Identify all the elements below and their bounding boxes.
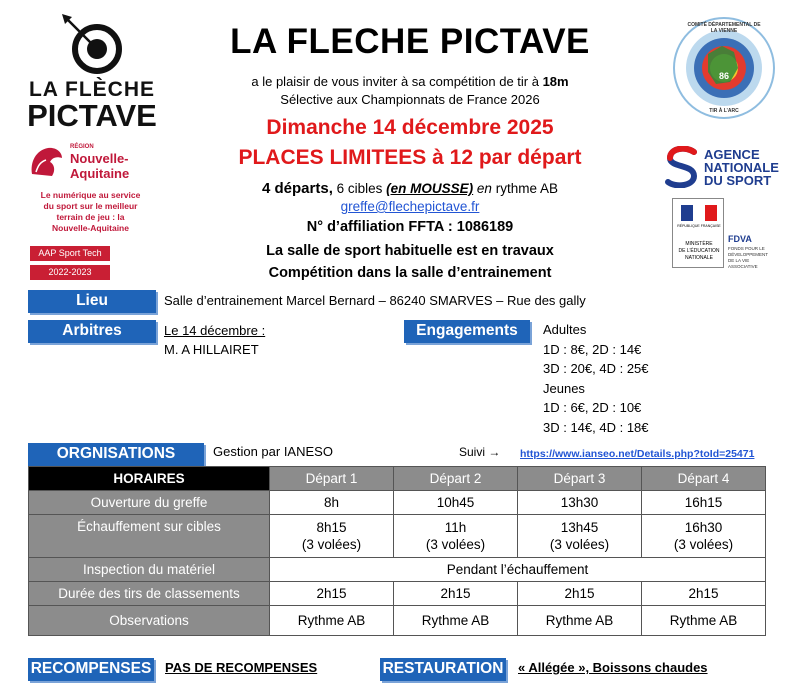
engagement-line: 1D : 8€, 2D : 14€ bbox=[543, 341, 642, 357]
row-label: Inspection du matériel bbox=[29, 558, 270, 582]
cell bbox=[642, 515, 766, 558]
lieu-text: Salle d’entrainement Marcel Bernard – 86240 SMARVES – Rue des gally bbox=[164, 293, 586, 308]
ans-s-icon bbox=[664, 146, 700, 188]
region-text-2: du sport sur le meilleur bbox=[43, 201, 138, 211]
aap-years: 2022-2023 bbox=[30, 265, 110, 280]
region-logo bbox=[26, 142, 156, 190]
row-label: Ouverture du greffe bbox=[29, 491, 270, 515]
table-row bbox=[29, 515, 766, 558]
cell: Rythme AB bbox=[518, 606, 642, 636]
cell: 10h45 bbox=[394, 491, 518, 515]
horaires-header: HORAIRES bbox=[29, 467, 270, 491]
ministere-line1: MINISTÈRE bbox=[685, 241, 713, 247]
region-text-3: terrain de jeu : la bbox=[56, 212, 125, 222]
cell: Rythme AB bbox=[394, 606, 518, 636]
departs-line bbox=[200, 180, 620, 197]
departs-rest: rythme AB bbox=[491, 181, 558, 196]
merged-cell: Pendant l’échauffement bbox=[270, 558, 766, 582]
table-row bbox=[29, 491, 766, 515]
comite-number: 86 bbox=[718, 71, 729, 81]
engagement-line: 1D : 6€, 2D : 10€ bbox=[543, 400, 642, 415]
club-name-line1: LA FLÈCHE bbox=[28, 78, 156, 101]
depart-3-header: Départ 3 bbox=[518, 467, 642, 491]
fdva-sub4: ASSOCIATIVE bbox=[728, 264, 758, 269]
cell-time: 11h bbox=[444, 520, 467, 535]
table-header-row bbox=[29, 467, 766, 491]
restauration-label: RESTAURATION bbox=[380, 658, 506, 681]
recompenses-label: RECOMPENSES bbox=[28, 658, 154, 681]
gestion-text: Gestion par IANESO bbox=[213, 444, 333, 459]
arbitres-date bbox=[164, 322, 265, 340]
ianseo-link-wrap bbox=[520, 444, 754, 462]
engagement-line: Adultes bbox=[543, 322, 587, 337]
cell bbox=[270, 515, 394, 558]
engagement-line: 3D : 20€, 4D : 25€ bbox=[543, 361, 649, 376]
engagements-list bbox=[543, 320, 649, 437]
departs-mid: 6 cibles bbox=[332, 181, 387, 196]
comite-ring-bottom: TIR À L’ARC bbox=[709, 108, 739, 114]
schedule-table bbox=[28, 466, 766, 636]
target-arrow-icon bbox=[60, 12, 126, 78]
invite-line bbox=[200, 74, 620, 89]
cell: 2h15 bbox=[394, 582, 518, 606]
fdva-label: FDVA bbox=[728, 234, 752, 244]
cell-time: 13h45 bbox=[560, 520, 599, 535]
suivi-text: Suivi → bbox=[459, 445, 501, 459]
cell: 16h15 bbox=[642, 491, 766, 515]
comite-ring-top: COMITÉ DÉPARTEMENTAL DE LA VIENNE bbox=[687, 22, 761, 34]
departs-mousse: (en MOUSSE) bbox=[386, 181, 474, 196]
cell-time: 8h15 bbox=[316, 520, 347, 535]
competition-note: Compétition dans la salle d’entrainement bbox=[268, 265, 552, 281]
event-date: Dimanche 14 décembre 2025 bbox=[266, 116, 554, 139]
row-label: Échauffement sur cibles bbox=[29, 515, 270, 558]
fdva-sub2: DÉVELOPPEMENT bbox=[728, 252, 769, 257]
ministere-logo bbox=[672, 198, 724, 268]
lion-icon bbox=[26, 144, 66, 180]
arbitres-label: Arbitres bbox=[28, 320, 156, 343]
row-label: Observations bbox=[29, 606, 270, 636]
marianne-flag bbox=[681, 205, 717, 221]
email-link[interactable]: greffe@flechepictave.fr bbox=[340, 199, 480, 214]
engagement-line: Jeunes bbox=[543, 380, 585, 396]
selective-line: Sélective aux Championnats de France 2026 bbox=[280, 92, 540, 107]
organisation-label: ORGNISATIONS bbox=[28, 443, 204, 466]
comite-logo bbox=[672, 16, 776, 120]
club-name-line2: PICTAVE bbox=[27, 98, 157, 133]
invite-distance: 18m bbox=[542, 74, 569, 89]
fdva-sub1: FONDS POUR LE bbox=[728, 246, 765, 251]
lieu-label: Lieu bbox=[28, 290, 156, 313]
table-row bbox=[29, 606, 766, 636]
region-text-4: Nouvelle-Aquitaine bbox=[52, 223, 129, 233]
region-small: RÉGION bbox=[70, 144, 94, 150]
row-label: Durée des tirs de classements bbox=[29, 582, 270, 606]
region-text bbox=[18, 190, 163, 234]
table-row bbox=[29, 582, 766, 606]
engagements-label: Engagements bbox=[404, 320, 530, 343]
cell-sub: (3 volées) bbox=[673, 537, 734, 552]
arbitres-date-text: Le 14 décembre : bbox=[164, 323, 266, 338]
region-name1: Nouvelle- bbox=[70, 151, 129, 166]
club-logo bbox=[22, 12, 162, 132]
ministere-line2: DE L’ÉDUCATION bbox=[678, 248, 720, 254]
cell: Rythme AB bbox=[270, 606, 394, 636]
arbitres-name: M. A HILLAIRET bbox=[164, 342, 259, 357]
cell: 8h bbox=[270, 491, 394, 515]
restauration-text-wrap bbox=[518, 660, 708, 675]
depart-1-header: Départ 1 bbox=[270, 467, 394, 491]
ans-line3: DU SPORT bbox=[704, 173, 772, 188]
cell: 2h15 bbox=[642, 582, 766, 606]
email-line bbox=[200, 199, 620, 214]
ianseo-link[interactable]: https://www.ianseo.net/Details.php?toId=25471 bbox=[520, 448, 755, 460]
fdva-logo bbox=[728, 234, 784, 274]
aap-label: AAP Sport Tech bbox=[30, 246, 110, 261]
cell-sub: (3 volées) bbox=[425, 537, 486, 552]
table-row bbox=[29, 558, 766, 582]
cell-time: 16h30 bbox=[684, 520, 723, 535]
ans-line2: NATIONALE bbox=[704, 160, 779, 175]
places-limit: PLACES LIMITEES à 12 par départ bbox=[238, 146, 582, 169]
cell: 2h15 bbox=[270, 582, 394, 606]
engagement-line: 3D : 14€, 4D : 18€ bbox=[543, 419, 649, 435]
affiliation: N° d’affiliation FFTA : 1086189 bbox=[306, 219, 514, 235]
cell: 2h15 bbox=[518, 582, 642, 606]
depart-4-header: Départ 4 bbox=[642, 467, 766, 491]
cell-sub: (3 volées) bbox=[549, 537, 610, 552]
cell bbox=[518, 515, 642, 558]
restauration-text: « Allégée », Boissons chaudes bbox=[518, 660, 708, 675]
rf-label: RÉPUBLIQUE FRANÇAISE bbox=[677, 224, 721, 228]
recompenses-text: PAS DE RECOMPENSES bbox=[165, 660, 318, 675]
ministere-line3: NATIONALE bbox=[685, 255, 713, 261]
cell: Rythme AB bbox=[642, 606, 766, 636]
ans-logo bbox=[664, 146, 784, 190]
departs-en: en bbox=[473, 181, 492, 196]
region-name2: Aquitaine bbox=[70, 166, 130, 181]
travaux-note: La salle de sport habituelle est en travaux bbox=[266, 243, 554, 259]
cell-sub: (3 volées) bbox=[301, 537, 362, 552]
region-text-1: Le numérique au service bbox=[40, 190, 141, 200]
page-title: LA FLECHE PICTAVE bbox=[230, 22, 590, 61]
departs-bold: 4 départs, bbox=[262, 180, 333, 197]
ans-line1: AGENCE bbox=[704, 147, 760, 162]
fdva-sub3: DE LA VIE bbox=[728, 258, 750, 263]
recompenses-text-wrap bbox=[165, 660, 317, 675]
cell: 13h30 bbox=[518, 491, 642, 515]
depart-2-header: Départ 2 bbox=[394, 467, 518, 491]
invite-text: a le plaisir de vous inviter à sa compétition de tir à bbox=[251, 74, 543, 89]
cell bbox=[394, 515, 518, 558]
